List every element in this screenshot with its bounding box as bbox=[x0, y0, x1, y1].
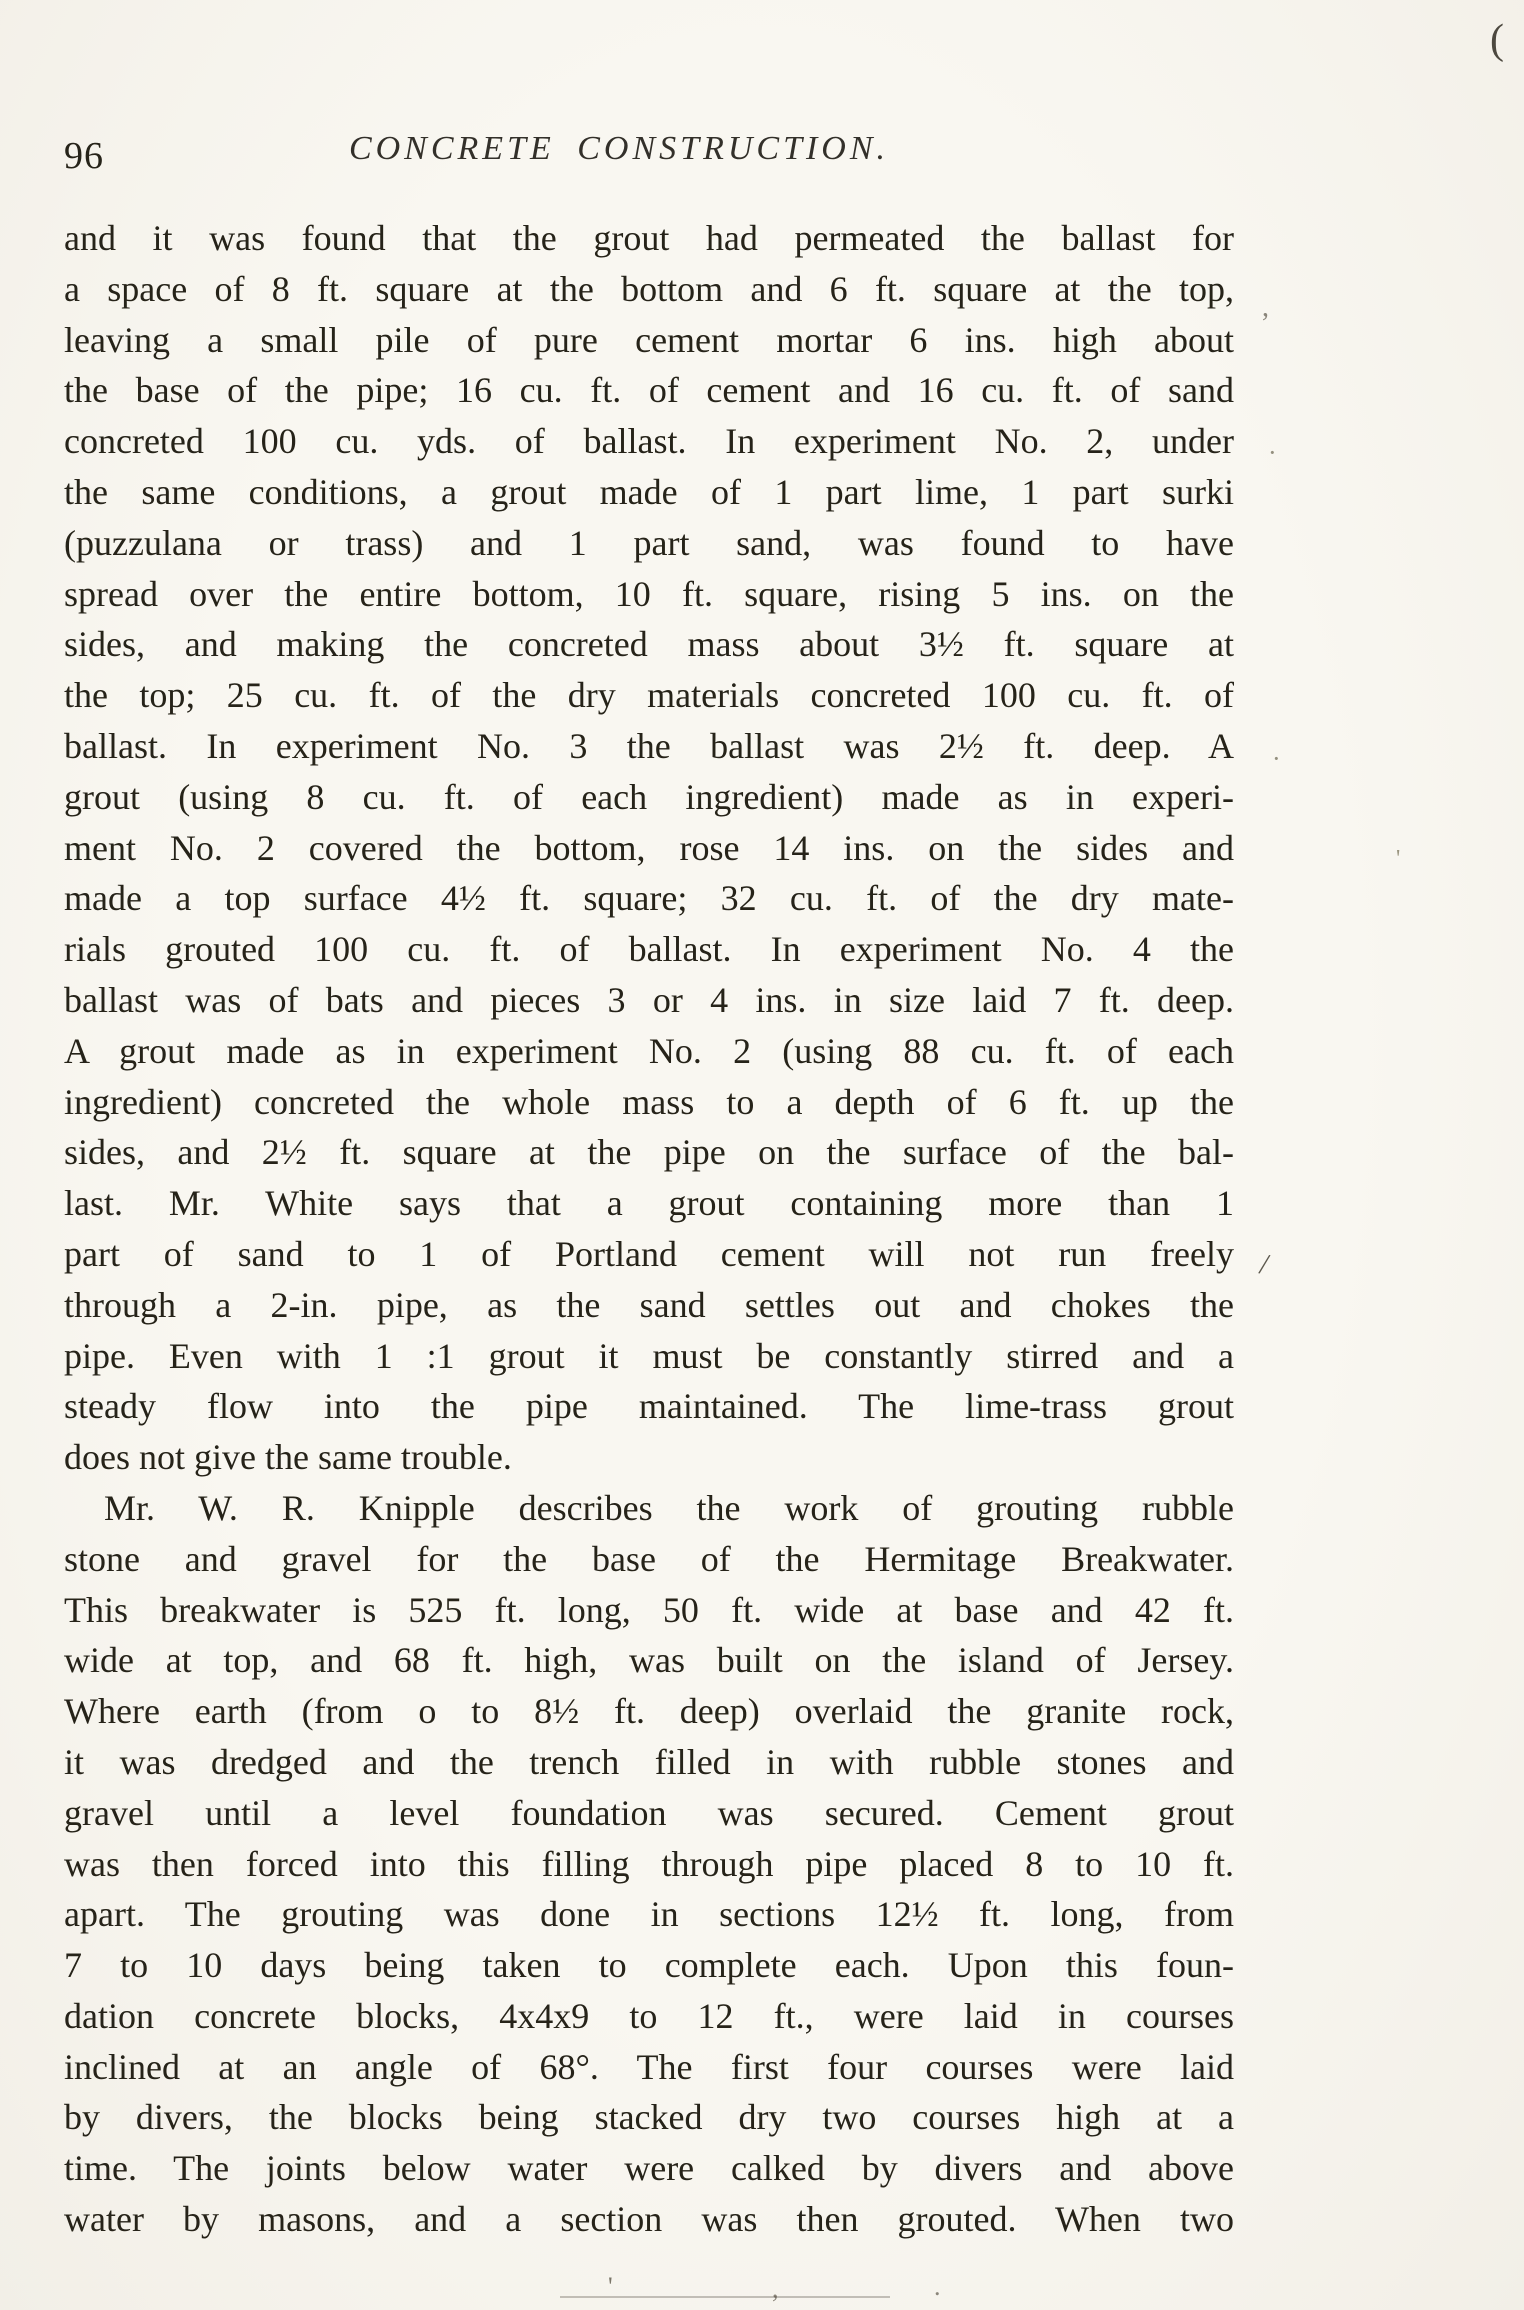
text-line: the top; 25 cu. ft. of the dry materials concreted 100 cu. ft. of bbox=[64, 675, 1234, 716]
text-line: ingredient) concreted the whole mass to a depth of 6 ft. up the bbox=[64, 1081, 1234, 1122]
text-block bbox=[64, 213, 1234, 2245]
page-number: 96 bbox=[64, 135, 104, 177]
text-line: (puzzulana or trass) and 1 part sand, was found to have bbox=[64, 522, 1234, 563]
text-line: sides, and 2½ ft. square at the pipe on the surface of the bal- bbox=[64, 1132, 1234, 1173]
scan-artifact: ' bbox=[1396, 846, 1401, 872]
scan-artifact: / bbox=[1256, 1247, 1272, 1282]
text-line: 7 to 10 days being taken to complete each. Upon this foun- bbox=[64, 1945, 1234, 1986]
text-line: through a 2-in. pipe, as the sand settles out and chokes the bbox=[64, 1284, 1234, 1325]
text-line: Mr. W. R. Knipple describes the work of grouting rubble bbox=[104, 1487, 1234, 1528]
text-line: Where earth (from o to 8½ ft. deep) overlaid the granite rock, bbox=[64, 1691, 1234, 1732]
text-line: stone and gravel for the base of the Hermitage Breakwater. bbox=[64, 1538, 1234, 1579]
scan-artifact: ( bbox=[1490, 17, 1504, 63]
scan-artifact: . bbox=[934, 2272, 941, 2301]
text-line: inclined at an angle of 68°. The first four courses were laid bbox=[64, 2046, 1234, 2087]
text-line: concreted 100 cu. yds. of ballast. In experiment No. 2, under bbox=[64, 421, 1234, 462]
text-line: steady flow into the pipe maintained. The lime-trass grout bbox=[64, 1386, 1234, 1427]
text-line: apart. The grouting was done in sections 12½ ft. long, from bbox=[64, 1894, 1234, 1935]
scan-artifact: · bbox=[1268, 438, 1277, 467]
text-line: rials grouted 100 cu. ft. of ballast. In experiment No. 4 the bbox=[64, 929, 1234, 970]
text-line: last. Mr. White says that a grout containing more than 1 bbox=[64, 1183, 1234, 1224]
text-line: A grout made as in experiment No. 2 (using 88 cu. ft. of each bbox=[64, 1030, 1234, 1071]
text-line: ballast. In experiment No. 3 the ballast was 2½ ft. deep. A bbox=[64, 725, 1234, 766]
text-line: does not give the same trouble. bbox=[64, 1437, 512, 1478]
text-line: grout (using 8 cu. ft. of each ingredient) made as in experi- bbox=[64, 776, 1234, 817]
text-line: water by masons, and a section was then grouted. When two bbox=[64, 2199, 1234, 2240]
scan-artifact: ' bbox=[608, 2272, 613, 2301]
text-line: the base of the pipe; 16 cu. ft. of cement and 16 cu. ft. of sand bbox=[64, 370, 1234, 411]
text-line: a space of 8 ft. square at the bottom and 6 ft. square at the top, bbox=[64, 268, 1234, 309]
text-line: wide at top, and 68 ft. high, was built on the island of Jersey. bbox=[64, 1640, 1234, 1681]
page-header bbox=[64, 130, 1234, 180]
text-line: leaving a small pile of pure cement mortar 6 ins. high about bbox=[64, 319, 1234, 360]
text-line: ballast was of bats and pieces 3 or 4 ins. in size laid 7 ft. deep. bbox=[64, 979, 1234, 1020]
text-line: sides, and making the concreted mass about 3½ ft. square at bbox=[64, 624, 1234, 665]
text-line: by divers, the blocks being stacked dry two courses high at a bbox=[64, 2097, 1234, 2138]
text-line: spread over the entire bottom, 10 ft. square, rising 5 ins. on the bbox=[64, 573, 1234, 614]
scan-artifact: , bbox=[772, 2274, 779, 2303]
text-line: ment No. 2 covered the bottom, rose 14 ins. on the sides and bbox=[64, 827, 1234, 868]
text-line: it was dredged and the trench filled in with rubble stones and bbox=[64, 1741, 1234, 1782]
text-line: was then forced into this filling through pipe placed 8 to 10 ft. bbox=[64, 1843, 1234, 1884]
text-line: gravel until a level foundation was secured. Cement grout bbox=[64, 1792, 1234, 1833]
text-line: This breakwater is 525 ft. long, 50 ft. wide at base and 42 ft. bbox=[64, 1589, 1234, 1630]
running-head: CONCRETE CONSTRUCTION. bbox=[348, 130, 890, 167]
scan-artifact: · bbox=[1272, 744, 1281, 773]
text-line: and it was found that the grout had permeated the ballast for bbox=[64, 218, 1234, 258]
text-line: dation concrete blocks, 4x4x9 to 12 ft., were laid in courses bbox=[64, 1995, 1234, 2036]
bottom-rule-artifact bbox=[560, 2296, 890, 2298]
text-line: time. The joints below water were calked by divers and above bbox=[64, 2148, 1234, 2189]
text-line: part of sand to 1 of Portland cement will not run freely bbox=[64, 1233, 1234, 1274]
text-line: the same conditions, a grout made of 1 part lime, 1 part surki bbox=[64, 471, 1234, 512]
text-line: made a top surface 4½ ft. square; 32 cu. ft. of the dry mate- bbox=[64, 878, 1234, 919]
scan-artifact: , bbox=[1262, 292, 1269, 323]
text-line: pipe. Even with 1 :1 grout it must be constantly stirred and a bbox=[64, 1335, 1234, 1376]
